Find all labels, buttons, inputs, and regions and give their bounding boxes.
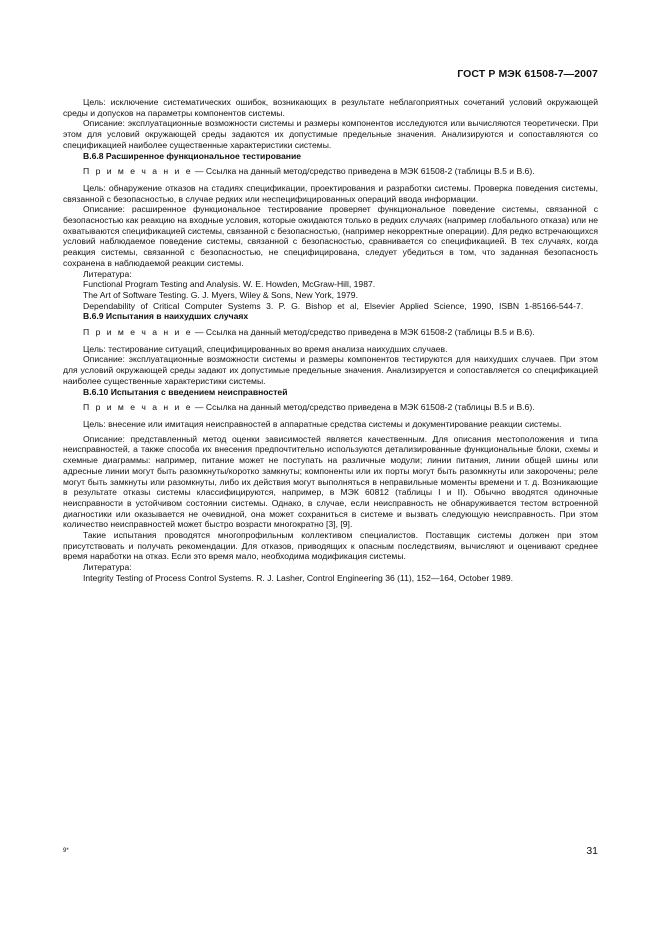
note-paragraph bbox=[63, 327, 598, 338]
note-label: П р и м е ч а н и е bbox=[83, 166, 193, 177]
document-code-header: ГОСТ Р МЭК 61508-7—2007 bbox=[457, 68, 598, 80]
literature-label: Литература: bbox=[83, 562, 132, 573]
page-content bbox=[63, 97, 598, 584]
note-text: — Ссылка на данный метод/средство приведена в МЭК 61508-2 (таблицы В.5 и В.6). bbox=[192, 327, 535, 338]
note-paragraph bbox=[63, 402, 598, 413]
note-text: — Ссылка на данный метод/средство приведена в МЭК 61508-2 (таблицы В.5 и В.6). bbox=[192, 402, 535, 413]
note-label: П р и м е ч а н и е bbox=[83, 327, 193, 338]
section-heading-b69: В.6.9 Испытания в наихудших случаях bbox=[83, 311, 249, 322]
goal-paragraph: Цель: исключение систематических ошибок, возникающих в результате неблагоприятных сочетаний условий окружающей среды и допусков на параметры компонентов системы. bbox=[63, 97, 598, 118]
goal-paragraph: Цель: обнаружение отказов на стадиях спецификации, проектирования и разработки системы. Проверка поведения системы, связанной с безопасностью, в случае редких или неспецифицированных операций ввода информации. bbox=[63, 182, 598, 204]
page-number: 31 bbox=[586, 845, 598, 857]
description-paragraph: Описание: эксплуатационные возможности системы и размеры компонентов исследуются или вычисляются теоретически. При этом для условий окружающей среды задаются их допустимые предельные значения. Анализируются и сопоставляются со спецификацией наиболее существенные характеристики системы. bbox=[63, 118, 598, 150]
literature-item: Integrity Testing of Process Control Systems. R. J. Lasher, Control Engineering 36 (11), 152—164, October 1989. bbox=[83, 572, 514, 583]
note-paragraph bbox=[63, 166, 598, 177]
note-label: П р и м е ч а н и е bbox=[83, 402, 193, 413]
description-paragraph: Описание: расширенное функциональное тестирование проверяет функциональное поведение системы, связанной с безопасностью как реакцию на входные условия, которые ожидаются только в редких случаях (например глобального отказа) или не охватываются спецификацией системы, связанной с безопасностью, (например некорректные операции). Для редко встречающихся условий наблюдаемое поведение системы, связанной с безопасностью, сравнивается со спецификацией. В тех случаях, когда реакция системы, связанной с безопасностью, не специфицирована, следует убедиться в том, что заданная безопасность сохранена в наблюдаемой реакции системы. bbox=[63, 204, 598, 268]
sheet-mark: 9* bbox=[63, 848, 69, 854]
goal-paragraph: Цель: тестирование ситуаций, специфицированных во время анализа наихудших случаев. bbox=[83, 343, 448, 354]
description-paragraph: Описание: эксплуатационные возможности системы и размеры компонентов тестируются для наихудших случаев. При этом для условий окружающей среды задают их допустимые предельные значения. Анализируется и сопоставляется со спецификацией наиболее существенные характеристики системы. bbox=[63, 354, 598, 386]
extra-paragraph: Такие испытания проводятся многопрофильным коллективом специалистов. Поставщик системы должен при этом присутствовать и получать рекомендации. Для отказов, приводящих к опасным последствиям, вычисляют и оценивают среднее время наработки на отказ. Если это время мало, необходима модификация системы. bbox=[63, 530, 598, 562]
goal-paragraph: Цель: внесение или имитация неисправностей в аппаратные средства системы и документирование реакции системы. bbox=[83, 418, 562, 429]
literature-item: The Art of Software Testing. G. J. Myers, Wiley & Sons, New York, 1979. bbox=[83, 289, 358, 300]
literature-label: Литература: bbox=[83, 268, 132, 279]
description-paragraph: Описание: представленный метод оценки зависимостей является качественным. Для описания местоположения и типа неисправностей, а также способа их внесения предпочтительно используются детализированные функциональные блоки, схемы и схемные диаграммы: например, питание может не поступать на различные модули; линии питания, линии общей шины или адресные линии могут быть разомкнуты/коротко замкнуты; компоненты или их порты могут быть разомкнуты или закорочены; реле могут быть замкнуты или разомкнуты, либо их действия могут выполняться в неправильные моменты времени и т. д. Возникающие в результате отказы системы классифицируются, например, в МЭК 60812 (таблицы I и II). Обычно вводятся одиночные неисправности в устойчивом состоянии системы. Однако, в случае, если неисправность не обнаруживается тестом встроенной диагностики или оказывается не очевидной, она может сохраниться в системе и вызвать следующую неисправность. При этом количество неисправностей может быстро возрасти многократно [3], [9]. bbox=[63, 433, 598, 530]
literature-item: Functional Program Testing and Analysis. W. E. Howden, McGraw-Hill, 1987. bbox=[83, 279, 376, 290]
literature-item: Dependability of Critical Computer Systems 3. P. G. Bishop et al, Elsevier Applied Science, 1990, ISBN 1-85166-544-7. bbox=[83, 300, 584, 311]
section-heading-b610: В.6.10 Испытания с введением неисправностей bbox=[83, 386, 288, 397]
section-heading-b68: В.6.8 Расширенное функциональное тестирование bbox=[83, 150, 302, 161]
note-text: — Ссылка на данный метод/средство приведена в МЭК 61508-2 (таблицы В.5 и В.6). bbox=[192, 166, 535, 177]
